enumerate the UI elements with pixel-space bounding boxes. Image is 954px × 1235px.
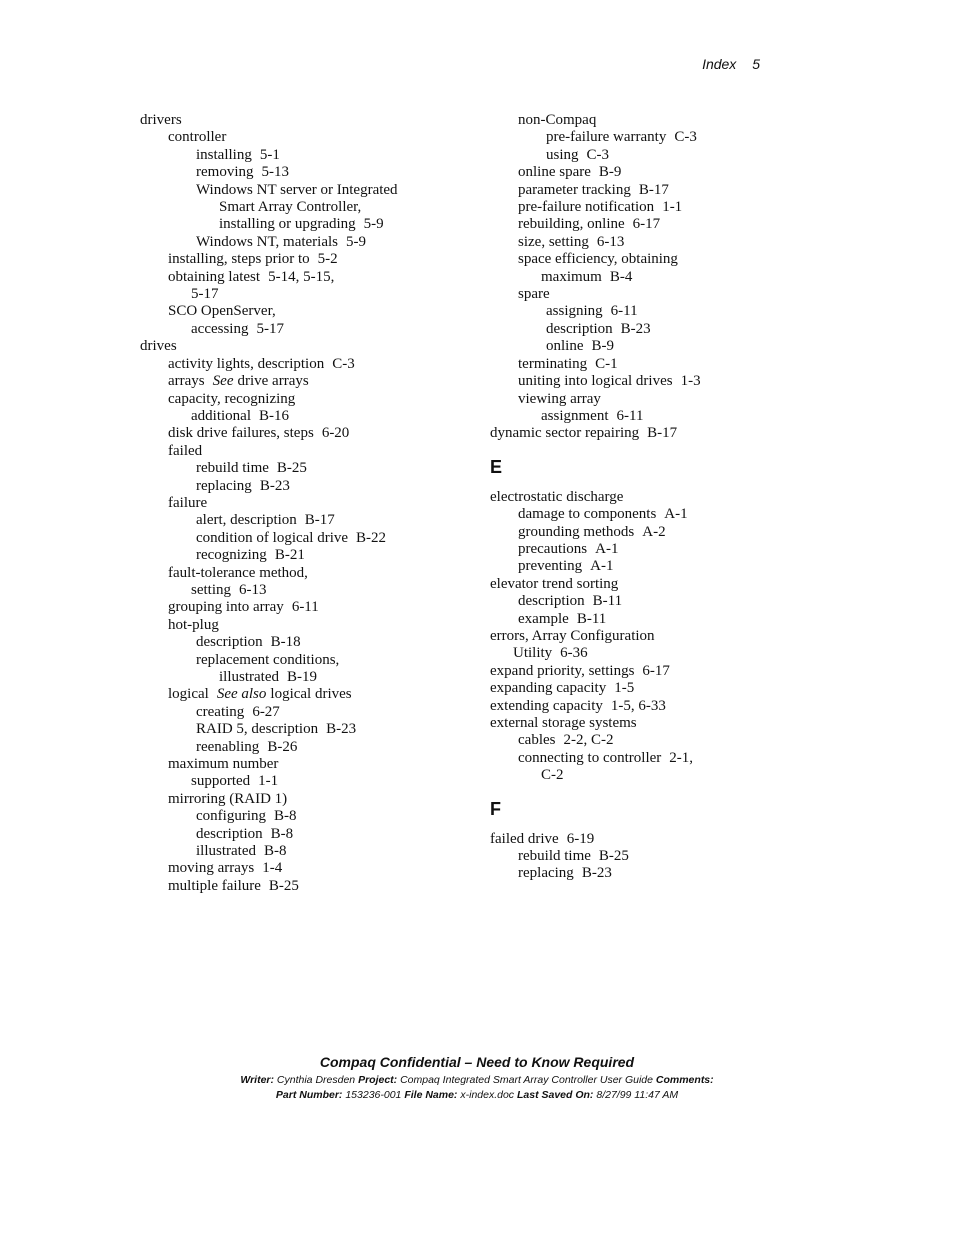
index-term: maximum number <box>168 756 279 773</box>
index-term: terminating <box>518 355 588 372</box>
index-entry <box>140 669 470 686</box>
see-reference: See also <box>216 686 267 703</box>
index-term: hot-plug <box>168 616 219 633</box>
index-term: creating <box>196 703 245 720</box>
index-entry <box>490 391 780 408</box>
writer-value: Cynthia Dresden <box>276 1074 356 1086</box>
index-entry <box>140 147 470 164</box>
index-term: description <box>196 634 263 651</box>
page-reference: B-8 <box>270 825 294 842</box>
project-label: Project: <box>358 1074 398 1086</box>
index-term: rebuild time <box>196 460 269 477</box>
index-entry <box>140 826 470 843</box>
index-entry <box>490 663 780 680</box>
index-term: configuring <box>196 808 266 825</box>
page-reference: B-18 <box>270 634 301 651</box>
writer-label: Writer: <box>240 1074 274 1086</box>
index-term: extending capacity <box>490 697 603 714</box>
index-entry <box>490 558 780 575</box>
page-reference: 1-4 <box>262 860 283 877</box>
page-reference: A-1 <box>590 558 614 575</box>
index-entry <box>490 425 780 442</box>
index-entry <box>490 303 780 320</box>
index-term: supported <box>191 773 251 790</box>
index-term: removing <box>196 164 254 181</box>
page-reference: B-25 <box>276 460 307 477</box>
index-term: assigning <box>546 303 603 320</box>
index-entry <box>490 715 780 732</box>
index-entry <box>140 199 470 216</box>
last-saved-value: 8/27/99 11:47 AM <box>596 1089 679 1101</box>
cross-reference-term: logical drives <box>270 686 352 703</box>
index-term: grouping into array <box>168 599 284 616</box>
page-reference: 6-11 <box>616 407 644 424</box>
index-entry <box>140 269 470 286</box>
page-reference: B-21 <box>274 547 305 564</box>
index-entry <box>490 576 780 593</box>
page-reference: B-17 <box>304 512 335 529</box>
page-reference: 5-14, 5-15, <box>268 268 335 285</box>
see-reference: See <box>212 373 234 390</box>
index-entry <box>140 129 470 146</box>
page-reference: 1-3 <box>680 373 701 390</box>
index-letter-heading: E <box>490 456 503 477</box>
index-term: illustrated <box>219 669 279 685</box>
index-term: failure <box>168 494 208 511</box>
page-reference: 5-9 <box>346 233 367 250</box>
index-term: Windows NT server or Integrated <box>196 181 398 198</box>
page-reference: C-3 <box>332 355 355 372</box>
index-term: alert, description <box>196 512 297 529</box>
index-term: activity lights, description <box>168 355 325 372</box>
index-entry <box>490 234 780 251</box>
page-reference: B-9 <box>591 338 614 355</box>
index-term: drives <box>140 338 177 355</box>
index-entry <box>490 199 780 216</box>
page-reference: 6-20 <box>321 425 350 442</box>
index-entry <box>140 512 470 529</box>
index-term: parameter tracking <box>518 181 631 198</box>
index-term: uniting into logical drives <box>518 373 673 390</box>
index-entry <box>490 524 780 541</box>
index-entry <box>140 652 470 669</box>
page-reference: C-3 <box>674 129 697 146</box>
index-term: reenabling <box>196 738 260 755</box>
index-entry <box>140 443 470 460</box>
index-term: errors, Array Configuration <box>490 627 655 644</box>
index-entry <box>140 617 470 634</box>
cross-reference-term: drive arrays <box>237 373 309 390</box>
index-entry <box>490 321 780 338</box>
index-entry <box>490 164 780 181</box>
index-term: SCO OpenServer, <box>168 303 276 320</box>
index-entry <box>140 391 470 408</box>
index-entry <box>140 582 470 599</box>
part-number-value: 153236-001 <box>345 1089 402 1101</box>
index-term: RAID 5, description <box>196 721 319 738</box>
page-reference: B-16 <box>259 407 289 424</box>
index-term: Utility <box>513 645 553 662</box>
index-term: external storage systems <box>490 715 637 731</box>
index-entry <box>490 732 780 749</box>
index-term: preventing <box>518 558 583 575</box>
index-letter-heading: F <box>490 798 501 819</box>
index-entry <box>140 599 470 616</box>
index-entry <box>140 704 470 721</box>
page-reference: B-26 <box>267 738 298 755</box>
index-entry <box>490 541 780 558</box>
index-entry <box>140 286 470 303</box>
index-entry <box>140 686 470 703</box>
page-reference: 6-27 <box>252 703 280 720</box>
page-reference: B-23 <box>326 721 357 738</box>
index-entry <box>140 808 470 825</box>
page-reference: 1-1 <box>662 199 683 216</box>
comments-label: Comments: <box>655 1074 714 1086</box>
index-term: replacing <box>518 865 574 882</box>
index-entry <box>140 321 470 338</box>
index-term: mirroring (RAID 1) <box>168 790 288 807</box>
index-term: cables <box>518 732 556 749</box>
page-reference: 5-17 <box>256 320 284 337</box>
index-term: pre-failure warranty <box>546 129 667 146</box>
index-entry <box>140 234 470 251</box>
index-term: Windows NT, materials <box>196 233 339 250</box>
index-entry <box>490 698 780 715</box>
page-reference: 6-19 <box>566 830 595 847</box>
index-entry <box>490 373 780 390</box>
index-entry <box>490 182 780 199</box>
footer-confidential: Compaq Confidential – Need to Know Required <box>319 1054 635 1070</box>
index-entry <box>490 848 780 865</box>
index-entry <box>140 460 470 477</box>
page-reference: 5-1 <box>259 146 280 163</box>
page-reference: A-1 <box>595 540 619 557</box>
index-entry <box>490 767 780 784</box>
index-entry <box>140 251 470 268</box>
index-term: installing <box>196 146 252 163</box>
page-reference: B-11 <box>576 610 607 627</box>
index-term: damage to components <box>518 506 657 523</box>
page-reference: B-23 <box>581 865 612 882</box>
index-term: grounding methods <box>518 523 635 540</box>
index-entry <box>490 750 780 767</box>
index-entry <box>140 547 470 564</box>
index-entry <box>490 506 780 523</box>
page-reference: 5-13 <box>261 164 289 181</box>
index-term: installing, steps prior to <box>168 251 310 268</box>
project-value: Compaq Integrated Smart Array Controller User Guide <box>400 1074 653 1086</box>
index-entry <box>140 530 470 547</box>
index-entry <box>490 611 780 628</box>
index-term: additional <box>191 407 251 424</box>
index-entry <box>140 756 470 773</box>
page-reference: B-17 <box>638 181 669 198</box>
file-name-value: x-index.doc <box>460 1089 515 1101</box>
index-term: failed <box>168 442 203 459</box>
index-entry <box>140 495 470 512</box>
last-saved-label: Last Saved On: <box>516 1089 594 1101</box>
footer-part-line <box>0 1089 954 1101</box>
index-entry <box>490 489 780 506</box>
index-term: logical <box>168 686 209 703</box>
file-name-label: File Name: <box>404 1089 458 1101</box>
index-term: C-2 <box>541 767 564 784</box>
page-reference: B-25 <box>268 877 299 894</box>
running-header <box>702 56 760 72</box>
index-entry <box>140 216 470 233</box>
index-entry <box>490 251 780 268</box>
index-entry <box>140 878 470 895</box>
index-entry <box>490 216 780 233</box>
index-term: precautions <box>518 540 588 557</box>
page-reference: 5-2 <box>317 251 338 268</box>
index-term: electrostatic discharge <box>490 488 624 505</box>
index-entry <box>140 565 470 582</box>
page-reference: B-8 <box>264 843 287 860</box>
index-term: rebuilding, online <box>518 216 625 233</box>
index-entry <box>490 628 780 645</box>
index-term: connecting to controller <box>518 749 662 766</box>
index-entry <box>490 112 780 129</box>
index-entry <box>140 373 470 390</box>
index-entry <box>140 303 470 320</box>
page-reference: B-11 <box>592 593 623 610</box>
page-reference: A-1 <box>664 506 688 523</box>
index-term: size, setting <box>518 233 589 250</box>
index-entry <box>140 773 470 790</box>
index-term: space efficiency, obtaining <box>518 251 678 268</box>
index-term: elevator trend sorting <box>490 575 619 592</box>
page-reference: 6-36 <box>560 645 588 662</box>
index-term: viewing array <box>518 390 601 407</box>
index-term: expanding capacity <box>490 680 607 697</box>
index-entry <box>140 634 470 651</box>
index-entry <box>140 164 470 181</box>
index-entry <box>140 791 470 808</box>
index-term: non-Compaq <box>518 112 597 128</box>
index-entry <box>490 147 780 164</box>
index-term: setting <box>191 581 231 598</box>
part-number-label: Part Number: <box>275 1089 343 1101</box>
page-reference: 5-9 <box>363 216 384 233</box>
page-reference: 6-13 <box>596 233 625 250</box>
page-reference: B-23 <box>620 320 651 337</box>
index-term: assignment <box>541 407 609 424</box>
index-term: description <box>196 825 263 842</box>
header-section: Index <box>702 56 737 72</box>
index-term: dynamic sector repairing <box>490 425 640 442</box>
index-term: Smart Array Controller, <box>219 199 362 216</box>
page-reference: B-25 <box>598 848 629 865</box>
page-reference: B-9 <box>598 164 622 181</box>
index-term: obtaining latest <box>168 268 261 285</box>
index-term: maximum <box>541 268 602 285</box>
page-reference: B-4 <box>609 268 633 285</box>
index-term: example <box>518 610 569 627</box>
index-entry <box>490 356 780 373</box>
page-reference: 6-11 <box>291 599 319 616</box>
page-reference: A-2 <box>642 523 666 540</box>
index-term: moving arrays <box>168 860 255 877</box>
index-entry <box>140 356 470 373</box>
page-reference: B-19 <box>287 669 317 685</box>
index-entry <box>140 408 470 425</box>
page-reference: C-1 <box>595 355 618 372</box>
page-reference: B-22 <box>356 529 387 546</box>
page-reference: 2-1, <box>669 749 694 766</box>
index-term: 5-17 <box>191 286 219 303</box>
index-entry <box>490 645 780 662</box>
index-term: online <box>546 338 584 355</box>
index-entry <box>140 112 470 129</box>
index-entry <box>140 425 470 442</box>
index-term: rebuild time <box>518 848 591 865</box>
page-reference: 1-1 <box>258 773 279 790</box>
index-term: spare <box>518 286 550 303</box>
index-term: failed drive <box>490 830 559 847</box>
index-entry <box>490 831 780 848</box>
page-reference: C-3 <box>586 146 610 163</box>
page-reference: 6-11 <box>610 303 638 320</box>
index-entry <box>140 338 470 355</box>
index-entry <box>140 721 470 738</box>
page-reference: 1-5 <box>614 680 635 697</box>
index-term: condition of logical drive <box>196 529 349 546</box>
index-term: description <box>546 320 613 337</box>
index-term: recognizing <box>196 547 267 564</box>
footer-writer-line <box>0 1074 954 1086</box>
page-reference: 6-13 <box>239 581 267 598</box>
index-entry <box>490 269 780 286</box>
index-term: drivers <box>140 112 182 128</box>
index-term: replacement conditions, <box>196 651 340 668</box>
index-term: online spare <box>518 164 591 181</box>
index-term: description <box>518 593 585 610</box>
page-reference: 6-17 <box>642 662 670 679</box>
index-term: installing or upgrading <box>219 216 356 233</box>
page-reference: B-23 <box>259 477 290 494</box>
index-entry <box>140 739 470 756</box>
index-term: controller <box>168 129 227 146</box>
index-entry <box>140 182 470 199</box>
index-term: expand priority, settings <box>490 662 635 679</box>
index-column-left <box>140 112 470 895</box>
page-reference: B-8 <box>273 808 297 825</box>
index-entry <box>140 478 470 495</box>
index-entry <box>140 843 470 860</box>
page-reference: 6-17 <box>632 216 661 233</box>
index-term: multiple failure <box>168 877 261 894</box>
page-reference: B-17 <box>647 425 678 442</box>
index-entry <box>140 860 470 877</box>
index-term: fault-tolerance method, <box>168 564 308 581</box>
index-term: illustrated <box>196 843 256 860</box>
index-entry <box>490 593 780 610</box>
index-term: pre-failure notification <box>518 199 655 216</box>
index-term: disk drive failures, steps <box>168 425 314 442</box>
header-page-number: 5 <box>752 56 760 72</box>
index-entry <box>490 338 780 355</box>
index-entry <box>490 129 780 146</box>
index-entry <box>490 408 780 425</box>
page-reference: 1-5, 6-33 <box>610 697 666 714</box>
index-entry <box>490 286 780 303</box>
index-term: arrays <box>168 373 205 390</box>
index-column-right <box>490 112 780 883</box>
index-entry <box>490 680 780 697</box>
page-reference: 2-2, C-2 <box>563 732 614 749</box>
index-term: accessing <box>191 320 249 337</box>
index-term: using <box>546 146 579 163</box>
index-entry <box>490 865 780 882</box>
index-term: capacity, recognizing <box>168 390 296 407</box>
index-term: replacing <box>196 477 252 494</box>
